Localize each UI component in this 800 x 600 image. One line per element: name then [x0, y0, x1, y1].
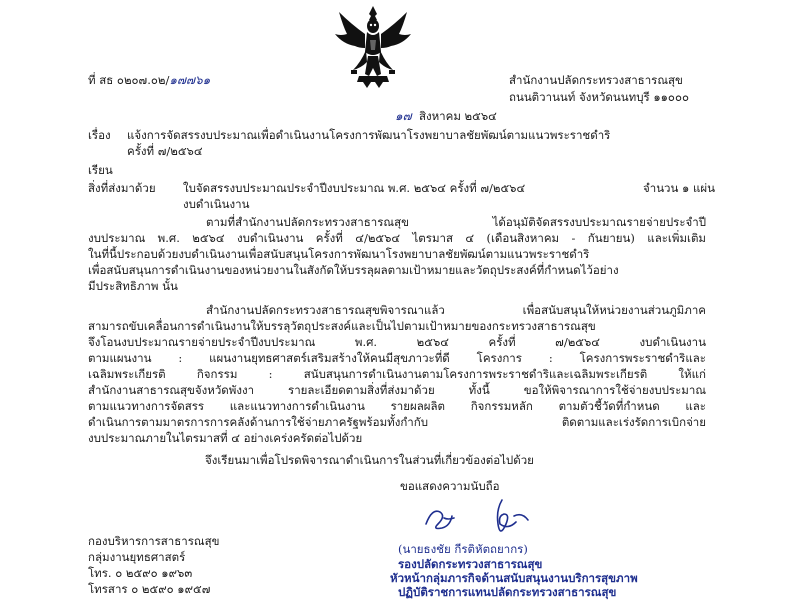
office-address: ถนนติวานนท์ จังหวัดนนทบุรี ๑๑๐๐๐ [509, 90, 689, 104]
footer-department: กองบริหารการสาธารณสุข [88, 534, 220, 548]
enclosure-label: สิ่งที่ส่งมาด้วย [88, 181, 156, 195]
subject-label: เรื่อง [88, 128, 111, 142]
enclosure-line-2: งบดำเนินงาน [183, 197, 250, 211]
para2-line: สำนักงานปลัดกระทรวงสาธารณสุขพิจารณาแล้ว เพื่อสนับสนุนให้หน่วยงานส่วนภูมิภาค [206, 303, 706, 317]
signer-name: (นายธงชัย กีรติหัตถยากร) [398, 542, 528, 556]
signer-title-2: หัวหน้ากลุ่มภารกิจด้านสนับสนุนงานบริการสุขภาพ [390, 571, 638, 585]
para2-line: ตามแนวทางการจัดสรร และแนวทางการดำเนินงาน รายผลผลิต กิจกรรมหลัก ตามตัวชี้วัดที่กำหนด และ [88, 399, 706, 413]
body-paragraph-2 [88, 302, 706, 446]
closing-phrase: ขอแสดงความนับถือ [400, 479, 500, 493]
para2-line: สามารถขับเคลื่อนการดำเนินงานให้บรรลุวัตถุประสงค์และเป็นไปตามเป้าหมายของกระทรวงสาธารณสุข [88, 319, 596, 333]
para1-line: มีประสิทธิภาพ นั้น [88, 279, 178, 293]
date-month-year: สิงหาคม ๒๕๖๔ [418, 109, 497, 123]
signer-title-3: ปฏิบัติราชการแทนปลัดกระทรวงสาธารณสุข [398, 585, 617, 599]
date-day: ๑๗ [395, 109, 412, 123]
para2-line: จึงโอนงบประมาณรายจ่ายประจำปีงบประมาณ พ.ศ. ๒๕๖๔ ครั้งที่ ๗/๒๕๖๔ งบดำเนินงาน [88, 335, 706, 349]
para1-line: งบประมาณ พ.ศ. ๒๕๖๔ งบดำเนินงาน ครั้งที่ ๔/๒๕๖๔ ไตรมาส ๔ (เดือนสิงหาคม - กันยายน) และเพิ่มเติม [88, 231, 706, 245]
reference-prefix: ที่ สธ ๐๒๐๗.๐๒/ [88, 73, 170, 87]
para1-line: ในที่นี้ประกอบด้วยงบดำเนินงานเพื่อสนับสนุนโครงการพัฒนาโรงพยาบาลชัยพัฒน์ตามแนวพระราชดำริ [88, 247, 590, 261]
signer-title-1: รองปลัดกระทรวงสาธารณสุข [398, 557, 543, 571]
para1-line: เพื่อสนับสนุนการดำเนินงานของหน่วยงานในสังกัดให้บรรลุผลตามเป้าหมายและวัตถุประสงค์ที่กำหนดไว้อย่าง [88, 263, 619, 277]
para2-line: ตามแผนงาน : แผนงานยุทธศาสตร์เสริมสร้างให้คนมีสุขภาวะที่ดี โครงการ : โครงการพระราชดำริและ [88, 351, 706, 365]
para2-line: สำนักงานสาธารณสุขจังหวัดพังงา รายละเอียดตามสิ่งที่ส่งมาด้วย ทั้งนี้ ขอให้พิจารณาการใช้จ่ายงบประมาณ [88, 383, 706, 397]
para2-line: ดำเนินการตามมาตรการการคลังด้านการใช้จ่ายภาครัฐพร้อมทั้งกำกับ ติดตามและเร่งรัดการเบิกจ่าย [88, 415, 706, 429]
footer-fax: โทรสาร ๐ ๒๕๙๐ ๑๙๕๗ [88, 582, 211, 596]
subject-line-2: ครั้งที่ ๗/๒๕๖๔ [127, 144, 203, 158]
closing-request: จึงเรียนมาเพื่อโปรดพิจารณาดำเนินการในส่วนที่เกี่ยวข้องต่อไปด้วย [205, 453, 534, 467]
garuda-emblem-icon [333, 4, 413, 90]
para2-line: เฉลิมพระเกียรติ กิจกรรม : สนับสนุนการดำเนินงานตามโครงการพระราชดำริและเฉลิมพระเกียรติ ให้แก่ [88, 367, 706, 381]
reference-handwritten-number: ๑๗๗๖๑ [169, 73, 211, 87]
reference-number [88, 72, 210, 88]
footer-group: กลุ่มงานยุทธศาสตร์ [88, 550, 186, 564]
body-paragraph-1 [88, 214, 706, 294]
office-name: สำนักงานปลัดกระทรวงสาธารณสุข [509, 73, 683, 87]
subject-line-1: แจ้งการจัดสรรงบประมาณเพื่อดำเนินงานโครงการพัฒนาโรงพยาบาลชัยพัฒน์ตามแนวพระราชดำริ [127, 128, 611, 142]
enclosure-line-1: ใบจัดสรรงบประมาณประจำปีงบประมาณ พ.ศ. ๒๕๖๔ ครั้งที่ ๗/๒๕๖๔ [183, 181, 526, 195]
signature-handwritten-icon [418, 494, 538, 542]
para1-line: ตามที่สำนักงานปลัดกระทรวงสาธารณสุข ได้อนุมัติจัดสรรงบประมาณรายจ่ายประจำปี [206, 215, 706, 229]
letter-date [395, 108, 497, 124]
salutation: เรียน [88, 163, 113, 177]
footer-tel: โทร. ๐ ๒๕๙๐ ๑๙๖๓ [88, 566, 193, 580]
para2-line: งบประมาณภายในไตรมาสที่ ๔ อย่างเคร่งครัดต่อไปด้วย [88, 431, 363, 445]
enclosure-amount: จำนวน ๑ แผ่น [643, 181, 715, 195]
